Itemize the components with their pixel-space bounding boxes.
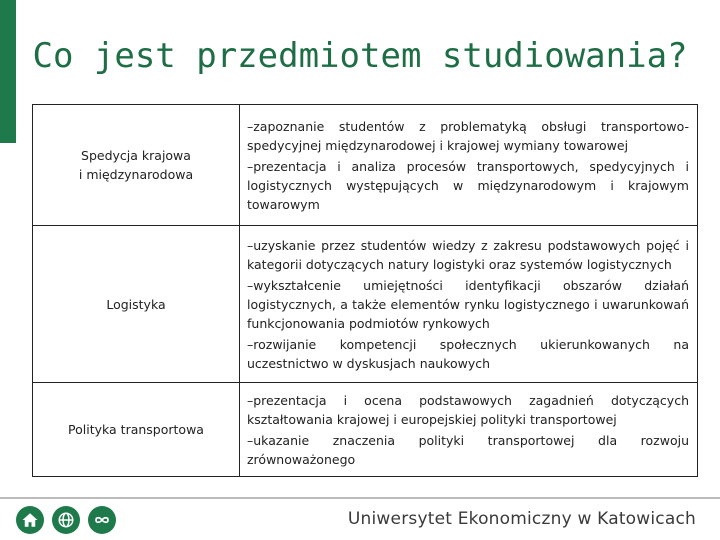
- infinity-icon[interactable]: [88, 506, 116, 534]
- home-icon[interactable]: [16, 506, 44, 534]
- slide-title: Co jest przedmiotem studiowania?: [32, 36, 688, 76]
- description-item: –zapoznanie studentów z problematyką obsługi transportowo-spedycyjnej międzynarodowej i krajowej wymiany towarowej: [247, 118, 689, 153]
- topic-label: Polityka transportowa: [68, 422, 204, 437]
- footer-icons: [16, 506, 116, 534]
- topic-label: Logistyka: [106, 296, 166, 312]
- topic-cell: [33, 226, 240, 383]
- description-item: –prezentacja i analiza procesów transportowych, spedycyjnych i logistycznych występujących w międzynarodowym i krajowym towarowym: [247, 158, 689, 212]
- topic-cell: [33, 383, 240, 477]
- description-cell: [240, 383, 698, 477]
- description-cell: [240, 105, 698, 226]
- university-name: Uniwersytet Ekonomiczny w Katowicach: [347, 509, 696, 529]
- description-item: –rozwijanie kompetencji społecznych ukierunkowanych na uczestnictwo w dyskusjach naukowych: [247, 336, 689, 371]
- globe-icon[interactable]: [52, 506, 80, 534]
- description-cell: [240, 226, 698, 383]
- footer-divider: [0, 497, 720, 499]
- subjects-table: [32, 104, 698, 477]
- description-item: –prezentacja i ocena podstawowych zagadnień dotyczących kształtowania krajowej i europejskiej polityki transportowej: [247, 392, 689, 427]
- table-row: [33, 226, 698, 383]
- topic-cell: [33, 105, 240, 226]
- description-item: –uzyskanie przez studentów wiedzy z zakresu podstawowych pojęć i kategorii dotyczących natury logistyki oraz systemów logistycznych: [247, 237, 689, 272]
- topic-label: Spedycja krajowa i międzynarodowa: [78, 148, 194, 182]
- description-item: –wykształcenie umiejętności identyfikacji obszarów działań logistycznych, a także elementów rynku logistycznego i uwarunkowań funkcjonowania podmiotów rynkowych: [247, 277, 689, 331]
- table-row: [33, 105, 698, 226]
- table-row: [33, 383, 698, 477]
- description-item: –ukazanie znaczenia polityki transportowej dla rozwoju zrównoważonego: [247, 432, 689, 467]
